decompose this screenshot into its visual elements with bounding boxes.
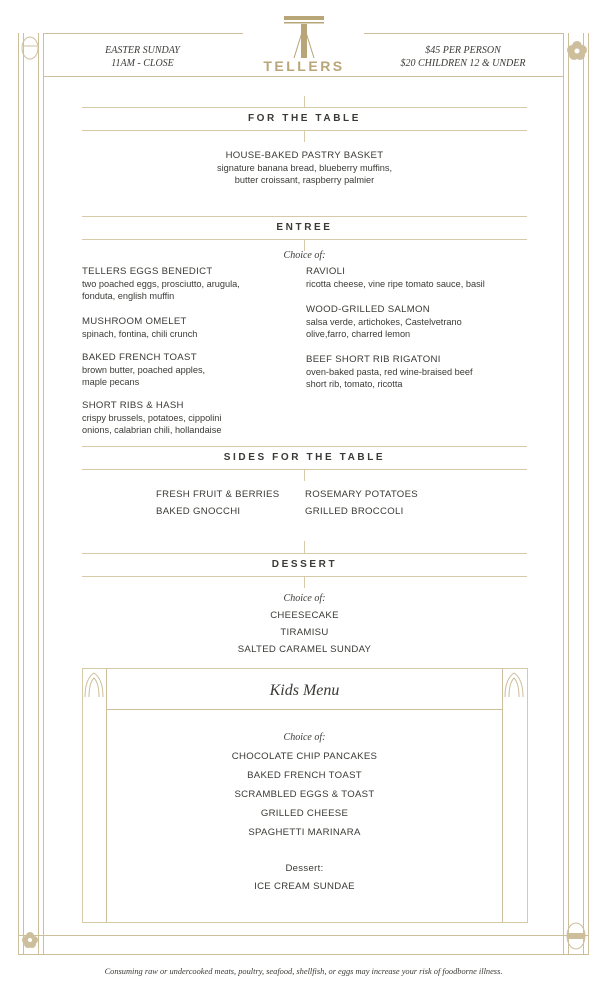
flower-ornament-icon: [18, 928, 44, 954]
item-name: MUSHROOM OMELET: [82, 316, 187, 327]
logo-wordmark: TELLERS: [263, 58, 345, 74]
item-description: salsa verde, artichokes, Castelvetrano: [306, 317, 462, 327]
kids-dessert-label: Dessert:: [285, 863, 324, 874]
frame-line: [43, 33, 44, 955]
side-item: BAKED GNOCCHI: [156, 506, 241, 517]
egg-ornament-icon: [18, 33, 44, 63]
dessert-item: CHEESECAKE: [270, 610, 339, 621]
kids-dessert-item: ICE CREAM SUNDAE: [254, 881, 355, 892]
frame-line: [364, 33, 564, 34]
item-description: two poached eggs, prosciutto, arugula,: [82, 279, 240, 289]
frame-line: [38, 33, 39, 955]
frame-line: [588, 33, 589, 955]
menu-item-mushroom-omelet: [82, 316, 282, 340]
item-description: onions, calabrian chili, hollandaise: [82, 425, 222, 435]
side-item: ROSEMARY POTATOES: [305, 489, 418, 500]
section-header-sides: [82, 446, 527, 470]
section-title: DESSERT: [271, 559, 338, 570]
menu-item-short-ribs-hash: [82, 400, 282, 436]
entree-right-column: [306, 266, 527, 390]
item-description: brown butter, poached apples,: [82, 365, 206, 375]
adult-price: $45 PER PERSON: [425, 45, 501, 56]
event-hours: 11AM - CLOSE: [111, 58, 174, 69]
event-info: [70, 44, 215, 70]
divider-tick: [304, 576, 305, 588]
frame-line: [43, 76, 564, 77]
section-title: FOR THE TABLE: [247, 113, 362, 124]
divider-tick: [304, 469, 305, 481]
frame-line: [583, 33, 584, 955]
choice-label: Choice of:: [283, 732, 326, 743]
kids-item: GRILLED CHEESE: [260, 808, 349, 819]
item-name: BEEF SHORT RIB RIGATONI: [306, 354, 441, 365]
side-item: FRESH FRUIT & BERRIES: [156, 489, 280, 500]
frame-line: [106, 709, 503, 710]
item-description: signature banana bread, blueberry muffins,: [216, 163, 392, 173]
arch-ornament-icon: [503, 669, 526, 699]
kids-item: SPAGHETTI MARINARA: [248, 827, 361, 838]
section-header-for-the-table: [82, 107, 527, 131]
menu-item-pastry-basket: [82, 150, 527, 186]
item-name: RAVIOLI: [306, 266, 346, 277]
divider-tick: [304, 541, 305, 553]
arch-ornament-icon: [83, 669, 106, 699]
item-name: TELLERS EGGS BENEDICT: [82, 266, 213, 277]
item-description: maple pecans: [82, 377, 140, 387]
frame-line: [18, 33, 19, 955]
kids-item: CHOCOLATE CHIP PANCAKES: [231, 751, 378, 762]
frame-line: [18, 935, 589, 936]
item-description: short rib, tomato, ricotta: [306, 379, 403, 389]
divider-tick: [304, 130, 305, 142]
child-price: $20 CHILDREN 12 & UNDER: [400, 58, 526, 69]
menu-item-baked-french-toast: [82, 352, 282, 388]
menu-item-ravioli: [306, 266, 527, 290]
flower-ornament-icon: [564, 36, 590, 64]
section-header-dessert: [82, 553, 527, 577]
section-header-entree: [82, 216, 527, 240]
frame-line: [563, 33, 564, 955]
item-name: BAKED FRENCH TOAST: [82, 352, 197, 363]
tellers-logo-icon: [282, 16, 326, 60]
frame-line: [568, 33, 569, 955]
footer-disclaimer: Consuming raw or undercooked meats, poultry, seafood, shellfish, or eggs may increase your risk of foodborne illness.: [104, 967, 503, 976]
item-name: WOOD-GRILLED SALMON: [306, 304, 431, 315]
menu-item-short-rib-rigatoni: [306, 354, 527, 390]
dessert-item: SALTED CARAMEL SUNDAY: [237, 644, 372, 655]
kids-menu-title: Kids Menu: [269, 682, 340, 699]
menu-item-wood-grilled-salmon: [306, 304, 527, 340]
dessert-item: TIRAMISU: [280, 627, 329, 638]
item-description: oven-baked pasta, red wine-braised beef: [306, 367, 473, 377]
section-title: ENTREE: [276, 222, 333, 233]
item-description: spinach, fontina, chili crunch: [82, 329, 198, 339]
item-name: SHORT RIBS & HASH: [82, 400, 184, 411]
event-date: EASTER SUNDAY: [105, 45, 180, 56]
kids-item: SCRAMBLED EGGS & TOAST: [234, 789, 375, 800]
item-description: fonduta, english muffin: [82, 291, 175, 301]
item-description: olive,farro, charred lemon: [306, 329, 411, 339]
side-item: GRILLED BROCCOLI: [305, 506, 404, 517]
frame-line: [23, 33, 24, 955]
menu-item-eggs-benedict: [82, 266, 282, 302]
egg-ornament-icon: [563, 918, 589, 954]
choice-label: Choice of:: [283, 250, 326, 261]
kids-item: BAKED FRENCH TOAST: [247, 770, 362, 781]
item-description: crispy brussels, potatoes, cippolini: [82, 413, 222, 423]
frame-line: [18, 954, 589, 955]
price-info: [368, 44, 558, 70]
entree-left-column: [82, 266, 282, 436]
section-title: SIDES FOR THE TABLE: [223, 452, 386, 463]
item-description: ricotta cheese, vine ripe tomato sauce, basil: [306, 279, 485, 289]
item-description: butter croissant, raspberry palmier: [234, 175, 375, 185]
frame-line: [43, 33, 243, 34]
item-name: HOUSE-BAKED PASTRY BASKET: [225, 150, 384, 161]
choice-label: Choice of:: [283, 593, 326, 604]
